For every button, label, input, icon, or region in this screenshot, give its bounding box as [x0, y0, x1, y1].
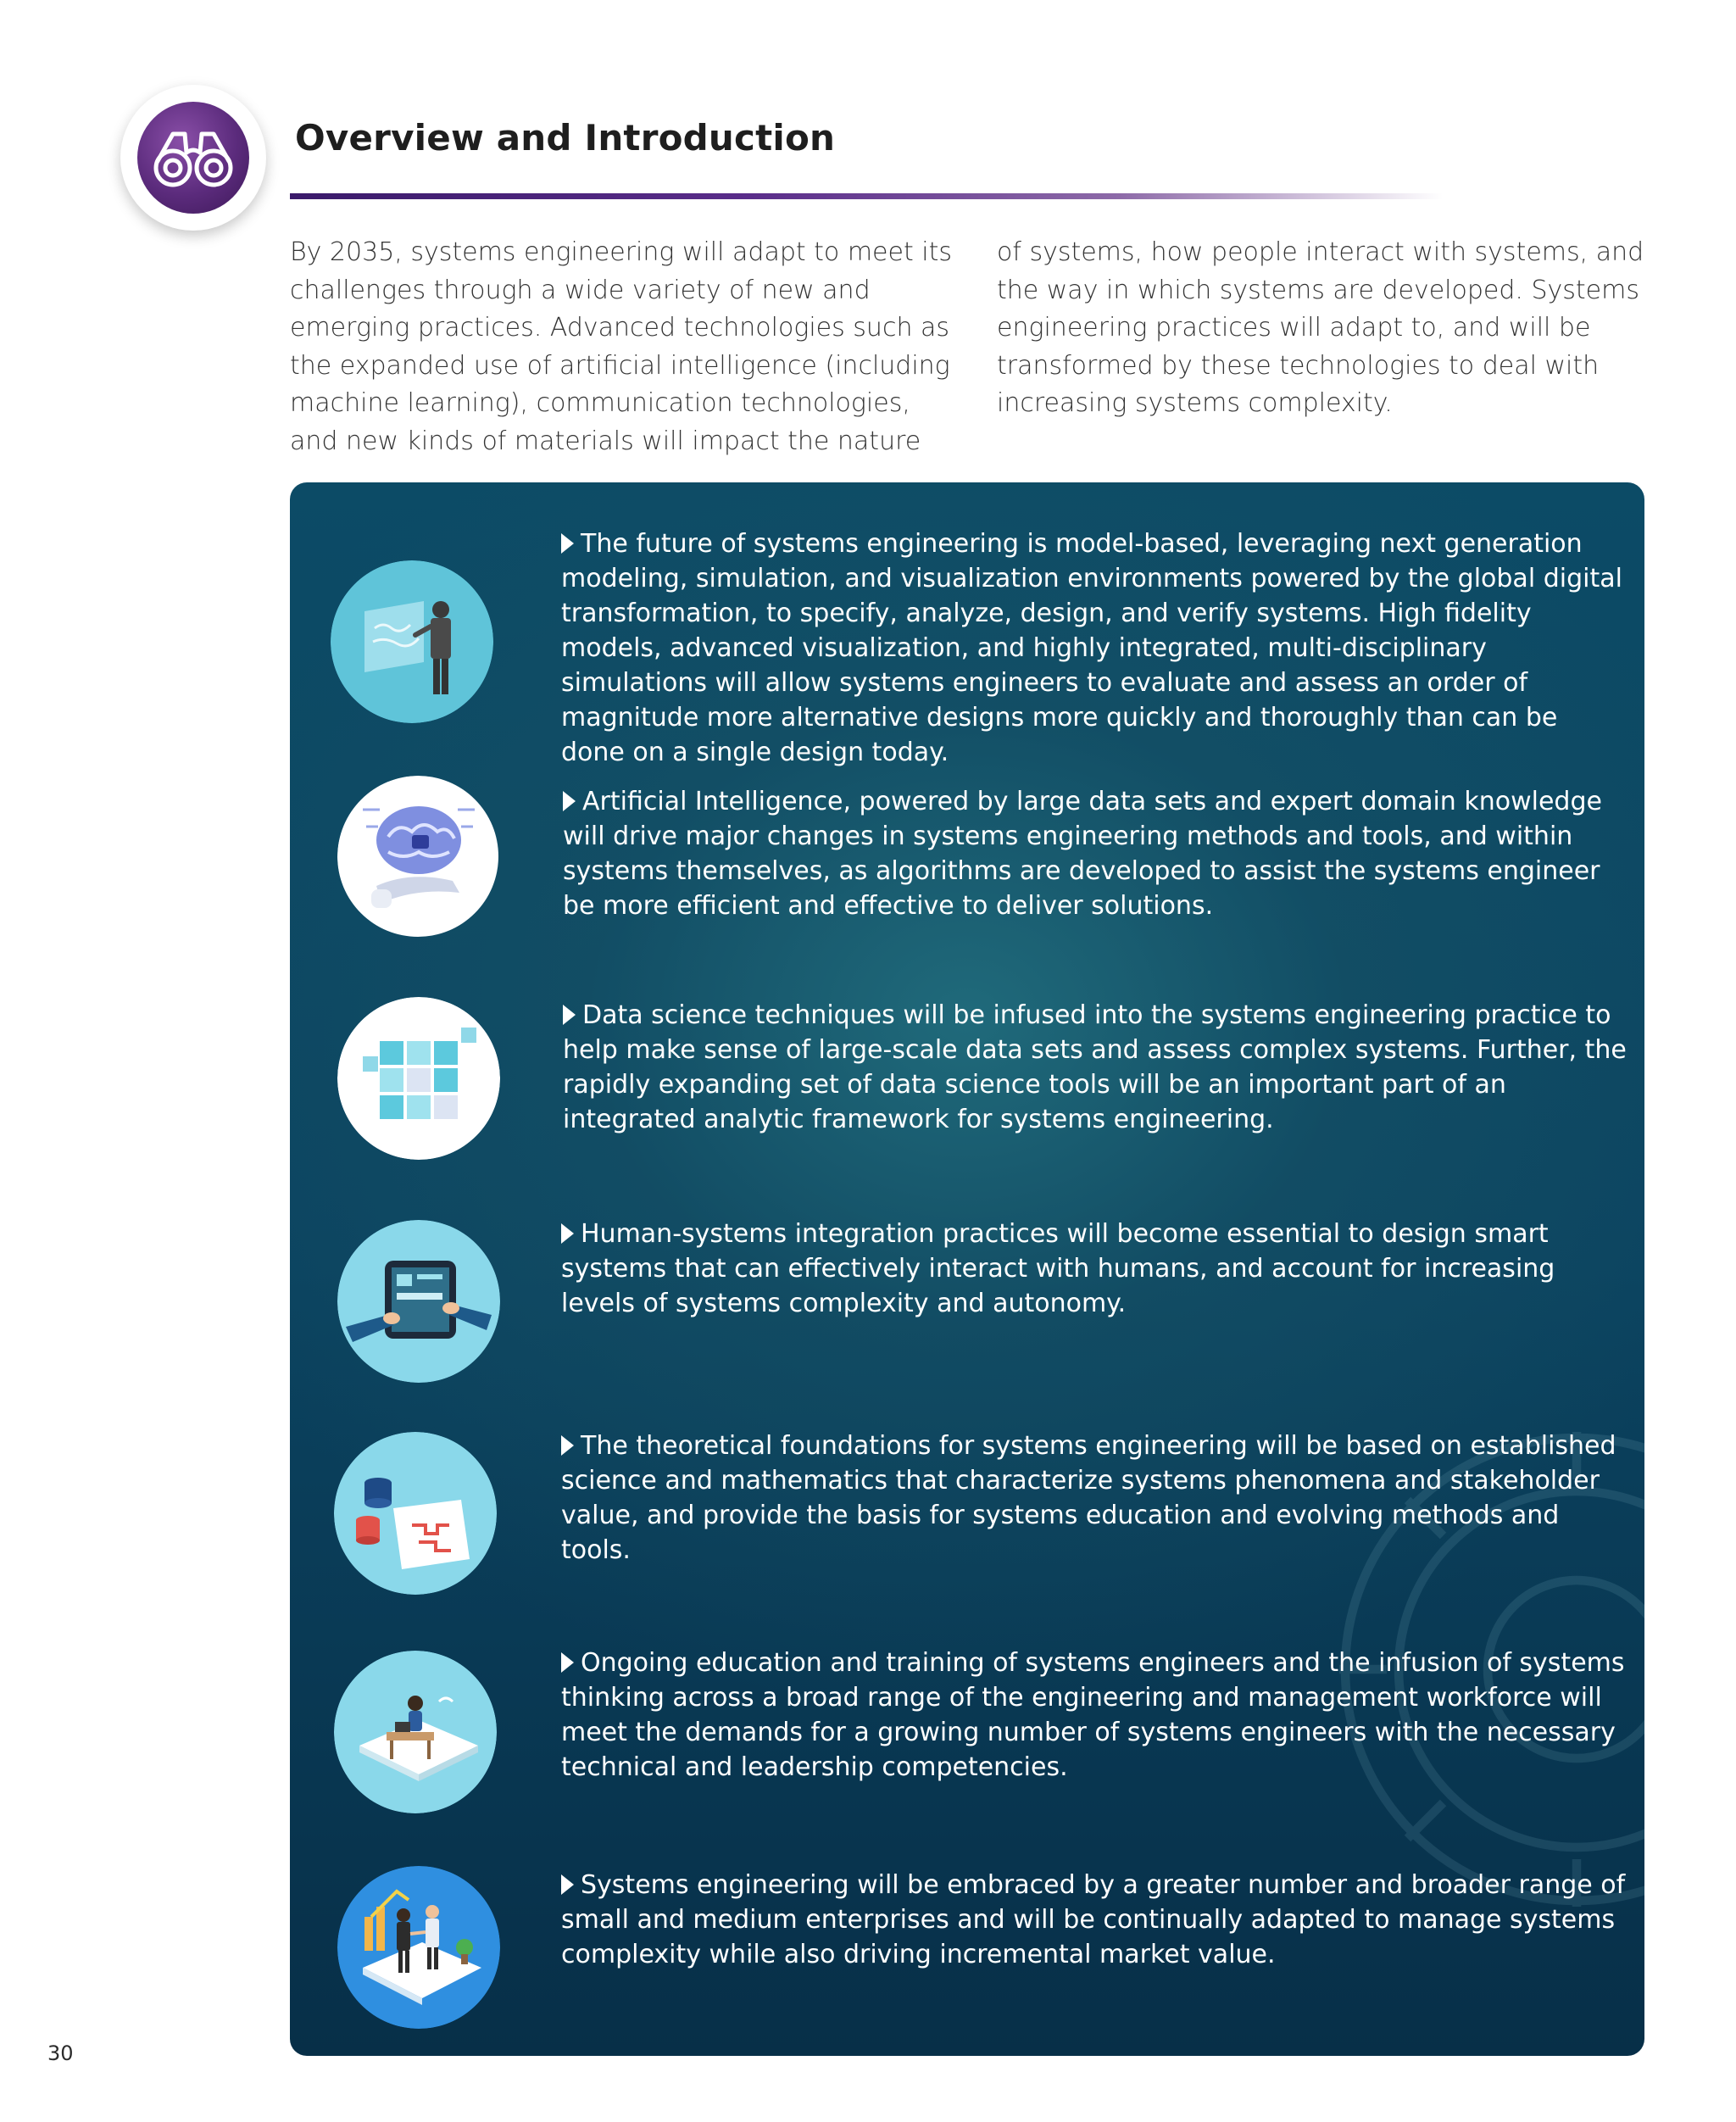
data-cubes-icon: [337, 997, 500, 1160]
binoculars-icon: [120, 85, 266, 231]
intro-column-1: By 2035, systems engineering will adapt to meet its challenges through a wide variety of new and emerging practices. Advanced technologies such as the expanded use of artificial intelligence (including machine learning), communication technologies, and new kinds of materials will impact the nature: [290, 237, 952, 456]
key-point-text: The future of systems engineering is model-based, leveraging next generation modeling, simulation, and visualization environments powered by the global digital transformation, to specify, analyze, design, and verify systems. High fidelity models, advanced visualization, and highly integrated, multi-disciplinary simulations will allow systems engineers to evaluate and assess an order of magnitude more alternative designs more quickly and thoroughly than can be done on a single design today.: [561, 529, 1622, 767]
database-chart-icon: [334, 1432, 497, 1595]
bullet-arrow-icon: [563, 1005, 576, 1025]
title-divider: [290, 193, 1443, 199]
bullet-arrow-icon: [561, 1435, 574, 1456]
intro-column-2: of systems, how people interact with systems, and the way in which systems are developed. Systems engineering practices will adapt to, and will be transformed by these technologies to deal with increasing systems complexity.: [997, 237, 1644, 418]
bullet-arrow-icon: [561, 1874, 574, 1895]
bullet-arrow-icon: [561, 1652, 574, 1673]
workstation-icon: [334, 1651, 497, 1813]
page-title: Overview and Introduction: [295, 117, 836, 159]
virtual-reality-icon: [331, 560, 493, 723]
key-point-text: Human-systems integration practices will become essential to design smart systems that can effectively interact with humans, and account for increasing levels of systems complexity and autonomy.: [561, 1219, 1555, 1318]
bullet-arrow-icon: [561, 533, 574, 554]
key-point-text: Systems engineering will be embraced by a greater number and broader range of small and medium enterprises and will be continually adapted to manage systems complexity while also driving incremental market value.: [561, 1870, 1626, 1969]
key-points-panel: [290, 482, 1644, 2056]
bullet-arrow-icon: [561, 1223, 574, 1244]
section-badge: [120, 85, 266, 231]
key-point-text: The theoretical foundations for systems engineering will be based on established science and mathematics that characterize systems phenomena and stakeholder value, and provide the basis for systems education and evolving methods and tools.: [561, 1431, 1616, 1565]
business-handshake-icon: [337, 1866, 500, 2029]
key-point-text: Data science techniques will be infused into the systems engineering practice to help make sense of large-scale data sets and assess complex systems. Further, the rapidly expanding set of data science tools will be an important part of an integrated analytic framework for systems engineering.: [563, 1000, 1627, 1134]
bullet-arrow-icon: [563, 791, 576, 811]
touch-tablet-icon: [337, 1220, 500, 1383]
ai-brain-icon: [337, 776, 498, 937]
key-point-text: Ongoing education and training of systems engineers and the infusion of systems thinking across a broad range of the engineering and management workforce will meet the demands for a growing number of systems engineers with the necessary technical and leadership competencies.: [561, 1648, 1625, 1782]
key-point-text: Artificial Intelligence, powered by large data sets and expert domain knowledge will drive major changes in systems engineering methods and tools, and within systems themselves, as algorithms are developed to assist the systems engineer be more efficient and effective to deliver solutions.: [563, 787, 1602, 921]
page-number: 30: [47, 2041, 74, 2065]
